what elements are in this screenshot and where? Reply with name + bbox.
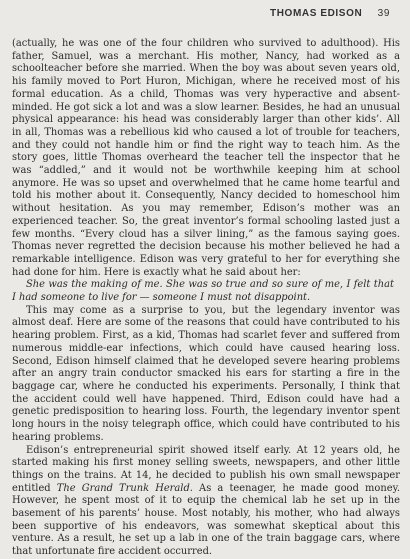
paragraph-hearing: This may come as a surprise to you, but the legendary inventor was almost deaf. Here are some of the reasons that could have contributed to his hearing problem. First, as a kid, Thomas had scarlet fever and suffered from numerous middle-ear infections, which could have caused hearing loss. Second, Edison himself claimed that he developed severe hearing problems after an angry train conductor smacked his ears for starting a fire in the baggage car, where he conducted his experiments. Personally, I think that the accident could well have happened. Third, Edison could have had a genetic predisposition to hearing loss. Fourth, the legendary inventor spent long hours in the noisy telegraph office, which could have contributed to his hearing problems. <box>12 304 400 443</box>
newspaper-title: The Grand Trunk Herald <box>56 482 190 494</box>
running-title: THOMAS EDISON <box>270 8 363 19</box>
paragraph-entrepreneur-end: . As a teenager, he made good money. However, he spent most of it to equip the chemical lab he set up in the basement of his parents’ house. Most notably, his mother, who had always been supportive of his endeavors, was somewhat skeptical about this venture. As a result, he set up a lab in one of the train baggage cars, where that unfortunate fire accident occurred. <box>12 482 400 558</box>
page-body <box>12 38 400 559</box>
paragraph-entrepreneur-start: Edison’s entrepreneurial spirit showed itself early. At 12 years old, he started making his first money selling sweets, newspapers, and other little things on the trains. At 14, he decided to publish his own small newspaper entitled <box>12 444 400 494</box>
paragraph-childhood: (actually, he was one of the four children who survived to adulthood). His father, Samuel, was a merchant. His mother, Nancy, had worked as a schoolteacher before she married. When the boy was about seven years old, his family moved to Port Huron, Michigan, where he received most of his formal education. As a child, Thomas was very hyperactive and absent-minded. He got sick a lot and was a slow learner. Besides, he had an unusual physical appearance: his head was considerably larger than other kids’. All in all, Thomas was a rebellious kid who caused a lot of trouble for teachers, and they could not handle him or find the right way to teach him. As the story goes, little Thomas overheard the teacher tell the inspector that he was “addled,” and it would not be worthwhile keeping him at school anymore. He was so upset and overwhelmed that he came home tearful and told his mother about it. Consequently, Nancy decided to homeschool him without hesitation. As you may remember, Edison’s mother was an experienced teacher. So, the great inventor’s formal schooling lasted just a few months. “Every cloud has a silver lining,” as the famous saying goes. Thomas never regretted the decision because his mother believed he had a remarkable intelligence. Edison was very grateful to her for everything she had done for him. Here is exactly what he said about her: <box>12 38 400 278</box>
running-header <box>270 8 390 19</box>
paragraph-entrepreneur <box>12 445 400 559</box>
edison-quote: She was the making of me. She was so true and so sure of me, I felt that I had someone to live for — someone I must not disappoint. <box>12 279 394 304</box>
page-number: 39 <box>377 8 390 19</box>
